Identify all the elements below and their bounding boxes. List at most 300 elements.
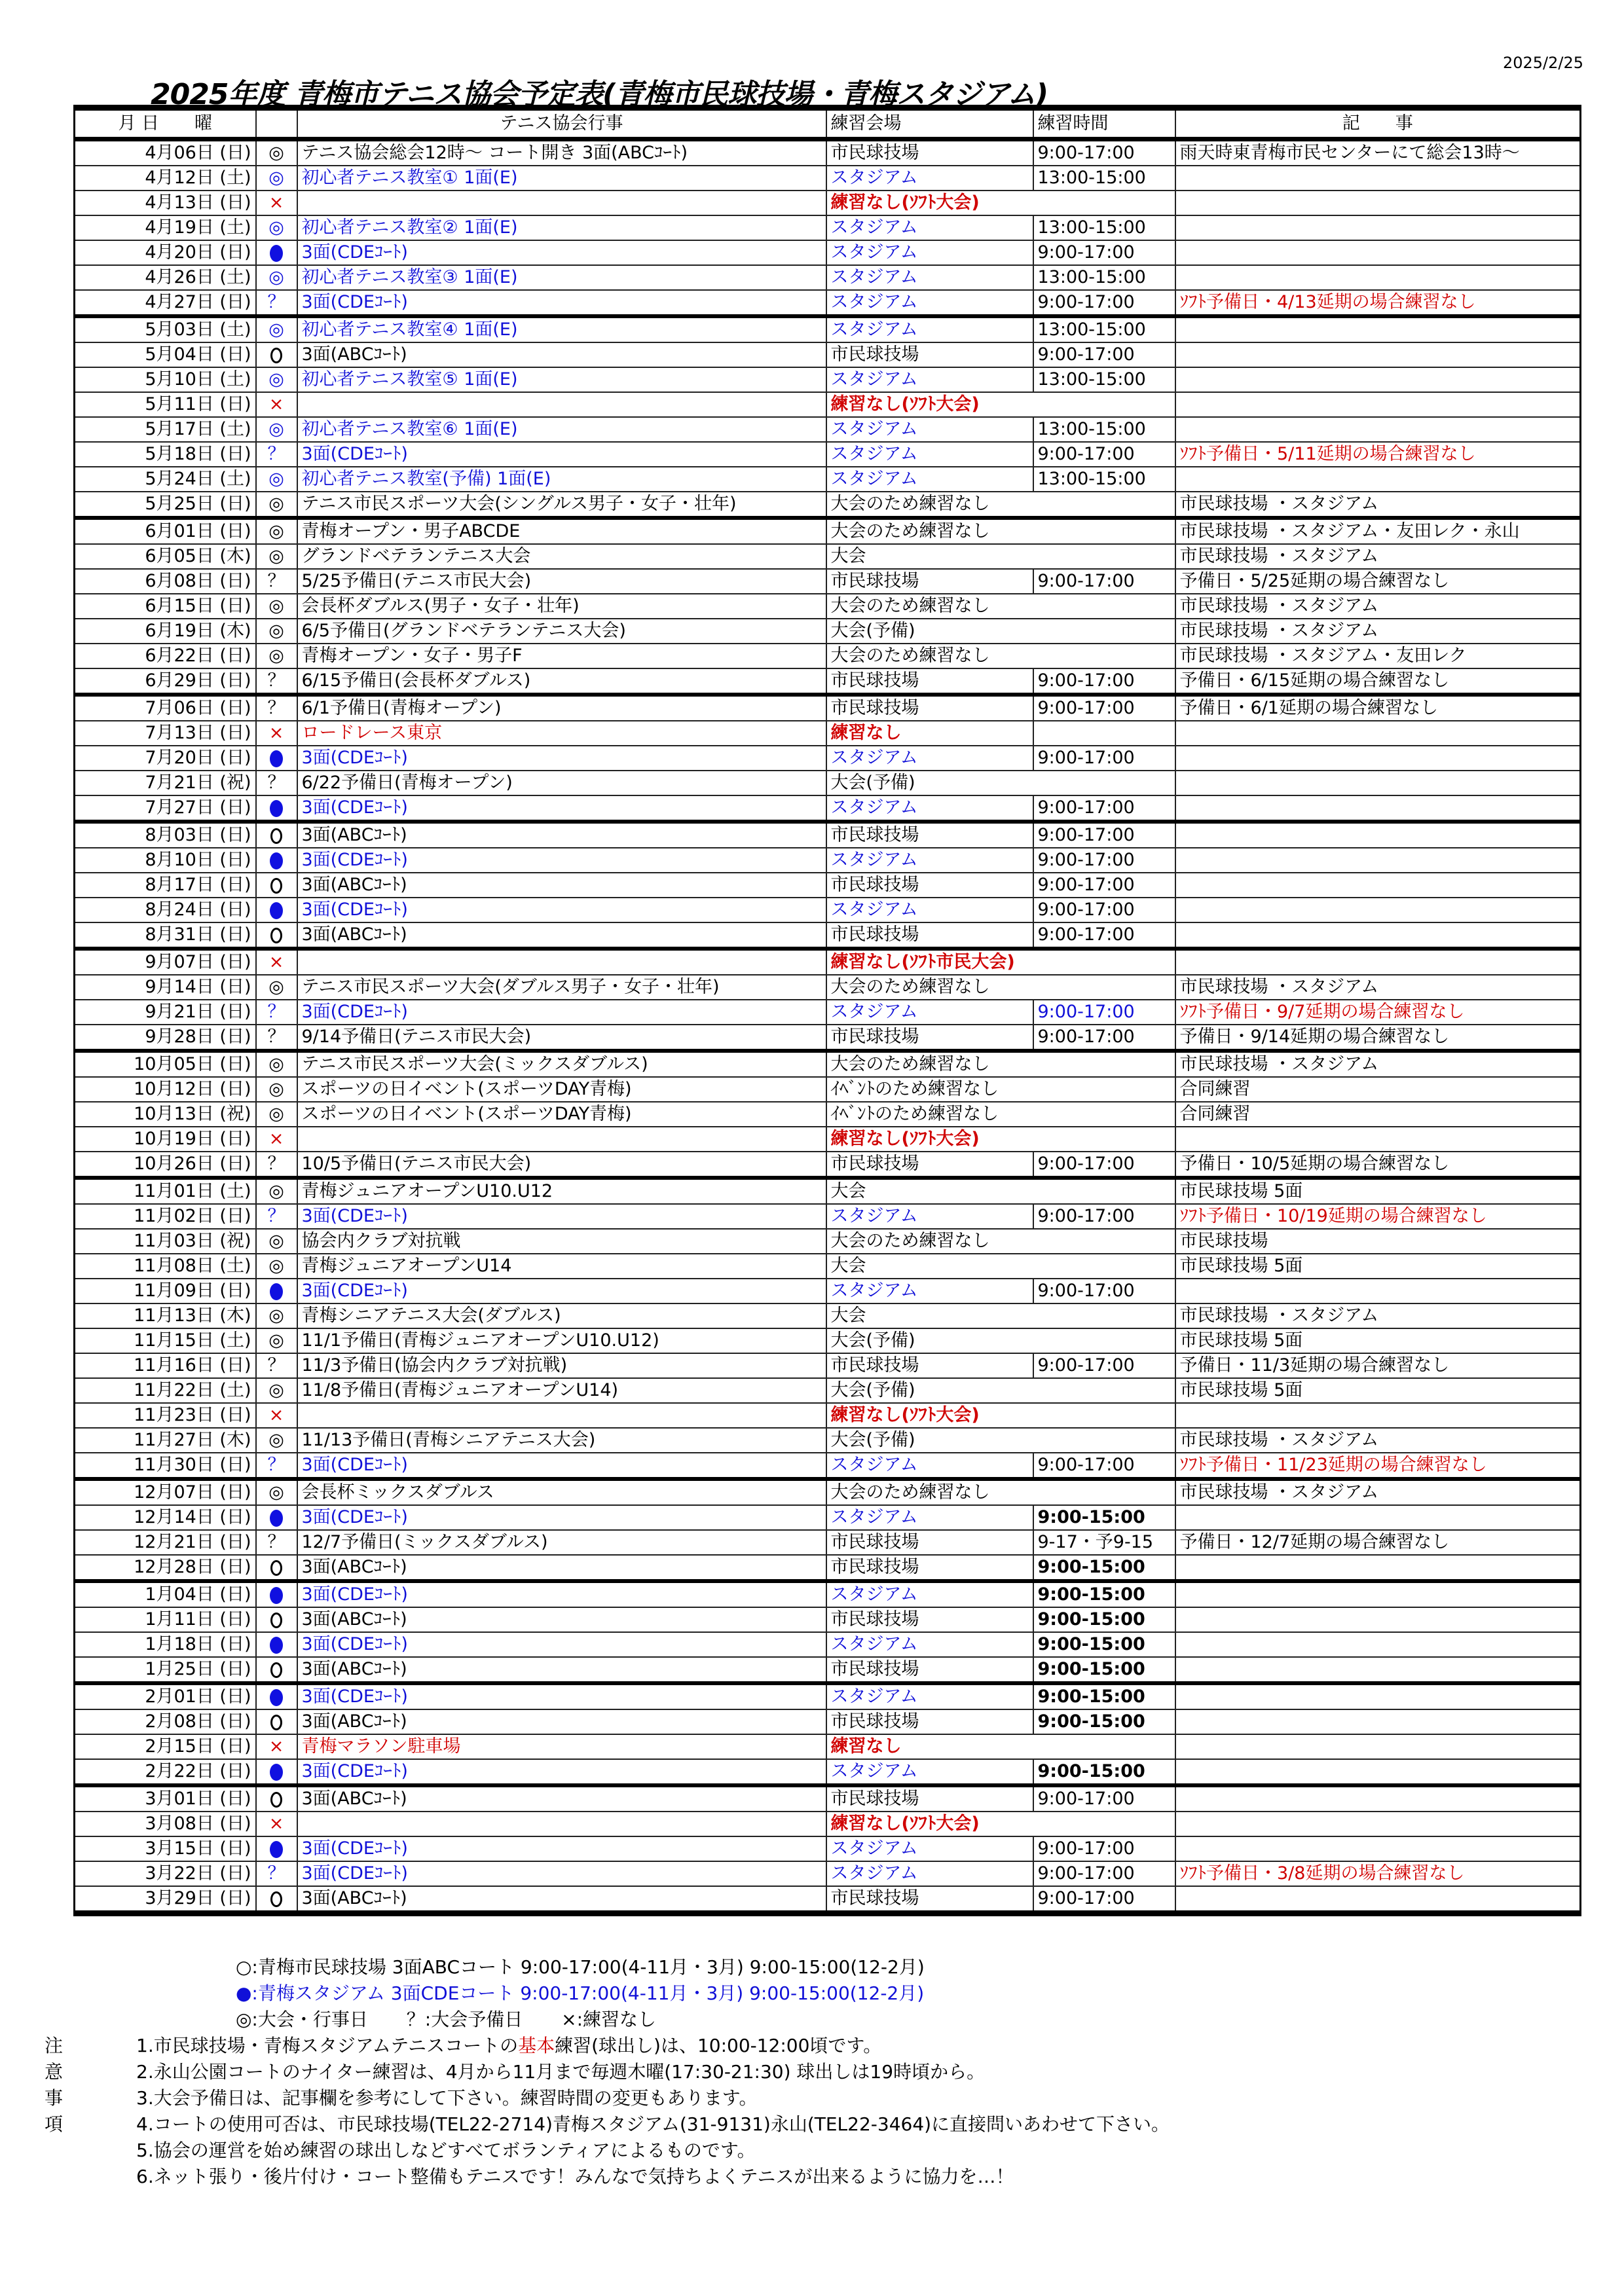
row-note: 市民球技場 ・スタジアム・友田レク・永山 <box>1175 518 1581 544</box>
table-row <box>75 1152 1581 1178</box>
row-event: 3面(ABCｺｰﾄ) <box>297 1555 826 1581</box>
row-mark-icon <box>256 342 297 367</box>
row-mark-icon: ◎ <box>256 1428 297 1453</box>
row-note <box>1175 949 1581 975</box>
legend <box>236 1954 925 2033</box>
table-row <box>75 1683 1581 1709</box>
table-row <box>75 1077 1581 1102</box>
table-row <box>75 1178 1581 1204</box>
row-note <box>1175 1505 1581 1530</box>
row-note <box>1175 1581 1581 1607</box>
row-mark-icon: ◎ <box>256 316 297 342</box>
row-mark-icon <box>256 848 297 873</box>
row-time: 9:00-15:00 <box>1033 1709 1175 1734</box>
row-date: 7月21日 (祝) <box>75 771 256 795</box>
row-time: 9:00-17:00 <box>1033 1025 1175 1051</box>
row-mark-icon: ？ <box>256 1152 297 1178</box>
row-venue: ｲﾍﾞﾝﾄのため練習なし <box>826 1102 1175 1127</box>
row-note: 市民球技場 ・スタジアム <box>1175 492 1581 518</box>
row-mark-icon <box>256 1709 297 1734</box>
row-note <box>1175 898 1581 922</box>
row-venue: 大会(予備) <box>826 1428 1175 1453</box>
row-time: 9:00-17:00 <box>1033 139 1175 166</box>
row-mark-icon: × <box>256 1734 297 1759</box>
table-row <box>75 1886 1581 1914</box>
row-venue: 市民球技場 <box>826 1152 1033 1178</box>
row-note: 予備日・12/7延期の場合練習なし <box>1175 1530 1581 1555</box>
header-event: テニス協会行事 <box>297 108 826 139</box>
row-venue: スタジアム <box>826 1683 1033 1709</box>
row-event <box>297 191 826 215</box>
table-row <box>75 1581 1581 1607</box>
row-date: 6月15日 (日) <box>75 594 256 619</box>
row-event: グランドベテランテニス大会 <box>297 544 826 569</box>
row-note <box>1175 1709 1581 1734</box>
row-date: 4月20日 (日) <box>75 240 256 265</box>
row-mark-icon <box>256 240 297 265</box>
row-time: 9:00-17:00 <box>1033 795 1175 822</box>
row-venue: 練習なし(ｿﾌﾄ大会) <box>826 1812 1175 1836</box>
row-note: 市民球技場 ・スタジアム・友田レク <box>1175 644 1581 668</box>
row-note <box>1175 1657 1581 1683</box>
row-venue: スタジアム <box>826 1279 1033 1303</box>
open-circle-icon <box>270 348 282 363</box>
table-row <box>75 1378 1581 1403</box>
row-event: 3面(CDEｺｰﾄ) <box>297 1581 826 1607</box>
row-date: 1月04日 (日) <box>75 1581 256 1607</box>
row-mark-icon <box>256 746 297 771</box>
row-note <box>1175 1734 1581 1759</box>
row-event: 初心者テニス教室⑤ 1面(E) <box>297 367 826 392</box>
row-mark-icon <box>256 1607 297 1632</box>
row-venue: 大会(予備) <box>826 619 1175 644</box>
row-note <box>1175 746 1581 771</box>
row-venue: スタジアム <box>826 290 1033 316</box>
table-row <box>75 1709 1581 1734</box>
row-venue: 大会のため練習なし <box>826 975 1175 1000</box>
row-note <box>1175 922 1581 949</box>
row-mark-icon: ◎ <box>256 518 297 544</box>
row-time: 9:00-17:00 <box>1033 442 1175 467</box>
row-event: 3面(CDEｺｰﾄ) <box>297 1505 826 1530</box>
row-time: 9:00-15:00 <box>1033 1632 1175 1657</box>
row-time: 9:00-17:00 <box>1033 569 1175 594</box>
row-venue: 市民球技場 <box>826 1555 1033 1581</box>
row-event <box>297 1812 826 1836</box>
row-note <box>1175 1555 1581 1581</box>
row-venue: 市民球技場 <box>826 922 1033 949</box>
row-venue: 大会 <box>826 1303 1175 1328</box>
row-date: 11月16日 (日) <box>75 1353 256 1378</box>
table-row <box>75 771 1581 795</box>
row-date: 7月13日 (日) <box>75 721 256 746</box>
row-event: 3面(ABCｺｰﾄ) <box>297 873 826 898</box>
row-time: 9:00-17:00 <box>1033 695 1175 721</box>
row-note: 市民球技場 ・スタジアム <box>1175 1479 1581 1505</box>
table-row <box>75 1303 1581 1328</box>
table-header-row <box>75 108 1581 139</box>
row-mark-icon: ◎ <box>256 215 297 240</box>
note-item: 4.コートの使用可否は、市民球技場(TEL22-2714)青梅スタジアム(31-9131)永山(TEL22-3464)に直接問いあわせて下さい。 <box>136 2113 1170 2135</box>
row-time: 9:00-15:00 <box>1033 1607 1175 1632</box>
row-time <box>1033 721 1175 746</box>
row-mark-icon: × <box>256 392 297 417</box>
row-time: 13:00-15:00 <box>1033 215 1175 240</box>
row-venue: スタジアム <box>826 848 1033 873</box>
row-note <box>1175 795 1581 822</box>
row-note: 市民球技場 ・スタジアム <box>1175 1428 1581 1453</box>
row-date: 3月01日 (日) <box>75 1785 256 1812</box>
row-mark-icon: ◎ <box>256 1102 297 1127</box>
legend-event-day: ◎:大会・行事日 <box>236 2009 368 2030</box>
table-row <box>75 975 1581 1000</box>
row-venue: 大会(予備) <box>826 771 1175 795</box>
row-time: 9:00-17:00 <box>1033 668 1175 695</box>
note-item <box>136 2033 1170 2059</box>
row-mark-icon: ？ <box>256 695 297 721</box>
row-note: 市民球技場 ・スタジアム <box>1175 619 1581 644</box>
row-mark-icon: ◎ <box>256 1051 297 1077</box>
table-row <box>75 949 1581 975</box>
row-event: 会長杯ダブルス(男子・女子・壮年) <box>297 594 826 619</box>
table-row <box>75 1254 1581 1279</box>
row-note <box>1175 392 1581 417</box>
row-date: 6月01日 (日) <box>75 518 256 544</box>
row-venue: 練習なし(ｿﾌﾄ大会) <box>826 1127 1175 1152</box>
row-note <box>1175 1403 1581 1428</box>
row-venue: 市民球技場 <box>826 873 1033 898</box>
row-event: 初心者テニス教室④ 1面(E) <box>297 316 826 342</box>
row-date: 8月10日 (日) <box>75 848 256 873</box>
row-mark-icon <box>256 1581 297 1607</box>
row-date: 12月14日 (日) <box>75 1505 256 1530</box>
row-date: 3月08日 (日) <box>75 1812 256 1836</box>
row-mark-icon <box>256 1836 297 1861</box>
row-note: ｿﾌﾄ予備日・5/11延期の場合練習なし <box>1175 442 1581 467</box>
row-date: 5月04日 (日) <box>75 342 256 367</box>
table-row <box>75 1428 1581 1453</box>
row-mark-icon: × <box>256 721 297 746</box>
row-mark-icon <box>256 1785 297 1812</box>
row-mark-icon: ？ <box>256 1353 297 1378</box>
row-event: 5/25予備日(テニス市民大会) <box>297 569 826 594</box>
row-time: 9:00-17:00 <box>1033 848 1175 873</box>
row-event: 3面(CDEｺｰﾄ) <box>297 240 826 265</box>
row-event: 青梅オープン・男子ABCDE <box>297 518 826 544</box>
table-row <box>75 191 1581 215</box>
row-venue: スタジアム <box>826 1453 1033 1479</box>
row-mark-icon: ◎ <box>256 1254 297 1279</box>
row-time: 9:00-17:00 <box>1033 342 1175 367</box>
row-date: 5月24日 (土) <box>75 467 256 492</box>
row-venue: 練習なし(ｿﾌﾄ大会) <box>826 191 1175 215</box>
row-date: 5月03日 (土) <box>75 316 256 342</box>
row-event: 3面(ABCｺｰﾄ) <box>297 922 826 949</box>
row-note: 市民球技場 ・スタジアム <box>1175 975 1581 1000</box>
row-time: 9:00-15:00 <box>1033 1581 1175 1607</box>
row-note: 予備日・6/15延期の場合練習なし <box>1175 668 1581 695</box>
table-row <box>75 873 1581 898</box>
row-mark-icon <box>256 1505 297 1530</box>
row-date: 3月29日 (日) <box>75 1886 256 1914</box>
row-date: 7月06日 (日) <box>75 695 256 721</box>
row-event: 3面(CDEｺｰﾄ) <box>297 898 826 922</box>
row-note: ｿﾌﾄ予備日・4/13延期の場合練習なし <box>1175 290 1581 316</box>
row-mark-icon <box>256 1759 297 1785</box>
row-mark-icon: ◎ <box>256 1229 297 1254</box>
row-event: 3面(CDEｺｰﾄ) <box>297 1204 826 1229</box>
row-event: 青梅シニアテニス大会(ダブルス) <box>297 1303 826 1328</box>
table-row <box>75 290 1581 316</box>
table-row <box>75 898 1581 922</box>
row-note: 市民球技場 5面 <box>1175 1328 1581 1353</box>
row-date: 5月10日 (土) <box>75 367 256 392</box>
legend-symbols <box>236 2007 925 2033</box>
row-date: 6月22日 (日) <box>75 644 256 668</box>
row-mark-icon: ◎ <box>256 544 297 569</box>
row-venue: スタジアム <box>826 417 1033 442</box>
row-venue: スタジアム <box>826 316 1033 342</box>
row-venue: 大会のため練習なし <box>826 518 1175 544</box>
row-note: 市民球技場 <box>1175 1229 1581 1254</box>
header-mark <box>256 108 297 139</box>
row-event: 3面(CDEｺｰﾄ) <box>297 1632 826 1657</box>
note-1-highlight: 基本 <box>518 2035 555 2056</box>
row-mark-icon: ◎ <box>256 1178 297 1204</box>
table-row <box>75 1102 1581 1127</box>
row-note <box>1175 367 1581 392</box>
table-row <box>75 1861 1581 1886</box>
row-venue: スタジアム <box>826 265 1033 290</box>
table-row <box>75 1479 1581 1505</box>
row-date: 9月14日 (日) <box>75 975 256 1000</box>
row-event: 3面(CDEｺｰﾄ) <box>297 848 826 873</box>
note-item: 2.永山公園コートのナイター練習は、4月から11月まで毎週木曜(17:30-21:30) 球出しは19時頃から。 <box>136 2061 986 2083</box>
filled-circle-icon <box>270 902 283 919</box>
row-mark-icon: ◎ <box>256 139 297 166</box>
row-venue: 大会のため練習なし <box>826 492 1175 518</box>
legend-reserve-day: ？:大会予備日 <box>406 2009 523 2030</box>
row-mark-icon: ？ <box>256 290 297 316</box>
row-note <box>1175 1127 1581 1152</box>
row-note <box>1175 1759 1581 1785</box>
row-venue: 大会のため練習なし <box>826 1051 1175 1077</box>
row-note: 市民球技場 5面 <box>1175 1178 1581 1204</box>
row-venue: 大会(予備) <box>826 1328 1175 1353</box>
row-note <box>1175 1812 1581 1836</box>
row-mark-icon: ◎ <box>256 644 297 668</box>
table-row <box>75 1607 1581 1632</box>
row-event: 初心者テニス教室① 1面(E) <box>297 166 826 191</box>
page-title: 2025年度 青梅市テニス協会予定表(青梅市民球技場・青梅スタジアム) <box>151 78 1048 111</box>
row-note <box>1175 1607 1581 1632</box>
row-date: 9月28日 (日) <box>75 1025 256 1051</box>
row-event: 6/15予備日(会長杯ダブルス) <box>297 668 826 695</box>
row-venue: スタジアム <box>826 898 1033 922</box>
row-time: 13:00-15:00 <box>1033 316 1175 342</box>
row-date: 5月18日 (日) <box>75 442 256 467</box>
row-mark-icon: ◎ <box>256 492 297 518</box>
filled-circle-icon <box>270 1510 283 1527</box>
row-date: 2月22日 (日) <box>75 1759 256 1785</box>
row-date: 3月22日 (日) <box>75 1861 256 1886</box>
row-note <box>1175 1886 1581 1914</box>
row-date: 7月27日 (日) <box>75 795 256 822</box>
row-venue: ｲﾍﾞﾝﾄのため練習なし <box>826 1077 1175 1102</box>
row-note: 予備日・6/1延期の場合練習なし <box>1175 695 1581 721</box>
filled-circle-icon <box>270 1764 283 1781</box>
table-row <box>75 1530 1581 1555</box>
row-note: 市民球技場 ・スタジアム <box>1175 1051 1581 1077</box>
row-venue: 市民球技場 <box>826 342 1033 367</box>
row-mark-icon: ？ <box>256 1000 297 1025</box>
table-row <box>75 1734 1581 1759</box>
row-note: 市民球技場 ・スタジアム <box>1175 544 1581 569</box>
row-venue: 練習なし(ｿﾌﾄ市民大会) <box>826 949 1175 975</box>
row-time: 9:00-17:00 <box>1033 822 1175 848</box>
filled-circle-icon <box>270 750 283 767</box>
row-event: 3面(ABCｺｰﾄ) <box>297 1785 826 1812</box>
row-venue: 市民球技場 <box>826 1785 1033 1812</box>
row-event: 12/7予備日(ミックスダブルス) <box>297 1530 826 1555</box>
open-circle-icon <box>270 878 282 894</box>
row-date: 6月05日 (木) <box>75 544 256 569</box>
row-mark-icon <box>256 1555 297 1581</box>
note-1-text-end: 練習(球出し)は、10:00-12:00頃です。 <box>555 2035 882 2056</box>
row-venue: 大会 <box>826 1178 1175 1204</box>
row-mark-icon: ◎ <box>256 1328 297 1353</box>
header-venue: 練習会場 <box>826 108 1033 139</box>
row-time: 9:00-17:00 <box>1033 1785 1175 1812</box>
row-venue: スタジアム <box>826 166 1033 191</box>
note-item: 5.協会の運営を始め練習の球出しなどすべてボランティアによるものです。 <box>136 2140 756 2161</box>
legend-filled-circle: ●:青梅スタジアム 3面CDEコート 9:00-17:00(4-11月・3月) 9:00-15:00(12-2月) <box>236 1982 925 2004</box>
table-row <box>75 1812 1581 1836</box>
row-note: 合同練習 <box>1175 1077 1581 1102</box>
schedule-table <box>73 105 1581 1916</box>
row-time: 9:00-17:00 <box>1033 1204 1175 1229</box>
row-event: 会長杯ミックスダブルス <box>297 1479 826 1505</box>
row-date: 9月07日 (日) <box>75 949 256 975</box>
table-row <box>75 848 1581 873</box>
row-mark-icon: ？ <box>256 1861 297 1886</box>
row-event: 3面(CDEｺｰﾄ) <box>297 1759 826 1785</box>
row-venue: 市民球技場 <box>826 668 1033 695</box>
row-mark-icon <box>256 1886 297 1914</box>
row-date: 12月07日 (日) <box>75 1479 256 1505</box>
row-date: 10月13日 (祝) <box>75 1102 256 1127</box>
row-mark-icon: ？ <box>256 1025 297 1051</box>
row-note: 予備日・5/25延期の場合練習なし <box>1175 569 1581 594</box>
row-mark-icon: ◎ <box>256 1479 297 1505</box>
row-mark-icon: ◎ <box>256 367 297 392</box>
row-event: 9/14予備日(テニス市民大会) <box>297 1025 826 1051</box>
row-mark-icon: ？ <box>256 668 297 695</box>
table-row <box>75 1555 1581 1581</box>
row-event <box>297 1127 826 1152</box>
row-venue: 市民球技場 <box>826 1886 1033 1914</box>
row-date: 8月24日 (日) <box>75 898 256 922</box>
row-date: 2月01日 (日) <box>75 1683 256 1709</box>
row-venue: 大会 <box>826 1254 1175 1279</box>
row-event: 11/8予備日(青梅ジュニアオープンU14) <box>297 1378 826 1403</box>
table-row <box>75 1403 1581 1428</box>
row-note: 合同練習 <box>1175 1102 1581 1127</box>
filled-circle-icon <box>270 1587 283 1604</box>
row-event: 11/1予備日(青梅ジュニアオープンU10.U12) <box>297 1328 826 1353</box>
notes-label: 注意事項 <box>45 2035 64 2135</box>
table-row <box>75 1025 1581 1051</box>
row-note: 予備日・11/3延期の場合練習なし <box>1175 1353 1581 1378</box>
table-row <box>75 367 1581 392</box>
row-note <box>1175 1632 1581 1657</box>
row-mark-icon <box>256 1657 297 1683</box>
row-event: 10/5予備日(テニス市民大会) <box>297 1152 826 1178</box>
open-circle-icon <box>270 928 282 943</box>
row-venue: 市民球技場 <box>826 1657 1033 1683</box>
row-event: スポーツの日イベント(スポーツDAY青梅) <box>297 1102 826 1127</box>
row-date: 10月26日 (日) <box>75 1152 256 1178</box>
table-row <box>75 746 1581 771</box>
row-note: ｿﾌﾄ予備日・11/23延期の場合練習なし <box>1175 1453 1581 1479</box>
row-event: 初心者テニス教室⑥ 1面(E) <box>297 417 826 442</box>
row-event: 3面(CDEｺｰﾄ) <box>297 442 826 467</box>
row-date: 4月19日 (土) <box>75 215 256 240</box>
table-row <box>75 1657 1581 1683</box>
row-note <box>1175 1279 1581 1303</box>
row-venue: 練習なし <box>826 1734 1175 1759</box>
row-date: 9月21日 (日) <box>75 1000 256 1025</box>
row-date: 11月13日 (木) <box>75 1303 256 1328</box>
row-event <box>297 949 826 975</box>
row-event: 初心者テニス教室② 1面(E) <box>297 215 826 240</box>
row-event: 6/1予備日(青梅オープン) <box>297 695 826 721</box>
row-time: 9:00-17:00 <box>1033 240 1175 265</box>
row-venue: スタジアム <box>826 1632 1033 1657</box>
table-row <box>75 166 1581 191</box>
row-date: 10月12日 (日) <box>75 1077 256 1102</box>
row-venue: 大会のため練習なし <box>826 1229 1175 1254</box>
table-row <box>75 1353 1581 1378</box>
row-note <box>1175 771 1581 795</box>
row-date: 10月19日 (日) <box>75 1127 256 1152</box>
row-date: 4月26日 (土) <box>75 265 256 290</box>
row-time: 9:00-17:00 <box>1033 1836 1175 1861</box>
table-row <box>75 1328 1581 1353</box>
note-1-text: 1.市民球技場・青梅スタジアムテニスコートの <box>136 2035 519 2056</box>
row-event: 初心者テニス教室③ 1面(E) <box>297 265 826 290</box>
header-date: 月 日 曜 <box>75 108 256 139</box>
row-venue: スタジアム <box>826 1000 1033 1025</box>
table-row <box>75 265 1581 290</box>
table-row <box>75 342 1581 367</box>
row-mark-icon <box>256 795 297 822</box>
row-date: 4月13日 (日) <box>75 191 256 215</box>
row-mark-icon: × <box>256 1403 297 1428</box>
row-mark-icon: ◎ <box>256 1303 297 1328</box>
row-venue: スタジアム <box>826 1581 1033 1607</box>
row-time: 9:00-15:00 <box>1033 1683 1175 1709</box>
row-time: 9:00-17:00 <box>1033 1861 1175 1886</box>
row-time: 9:00-15:00 <box>1033 1555 1175 1581</box>
table-row <box>75 467 1581 492</box>
table-row <box>75 392 1581 417</box>
row-time: 9:00-15:00 <box>1033 1505 1175 1530</box>
table-row <box>75 442 1581 467</box>
open-circle-icon <box>270 1891 282 1907</box>
row-note: 雨天時東青梅市民センターにて総会13時～ <box>1175 139 1581 166</box>
row-note <box>1175 467 1581 492</box>
